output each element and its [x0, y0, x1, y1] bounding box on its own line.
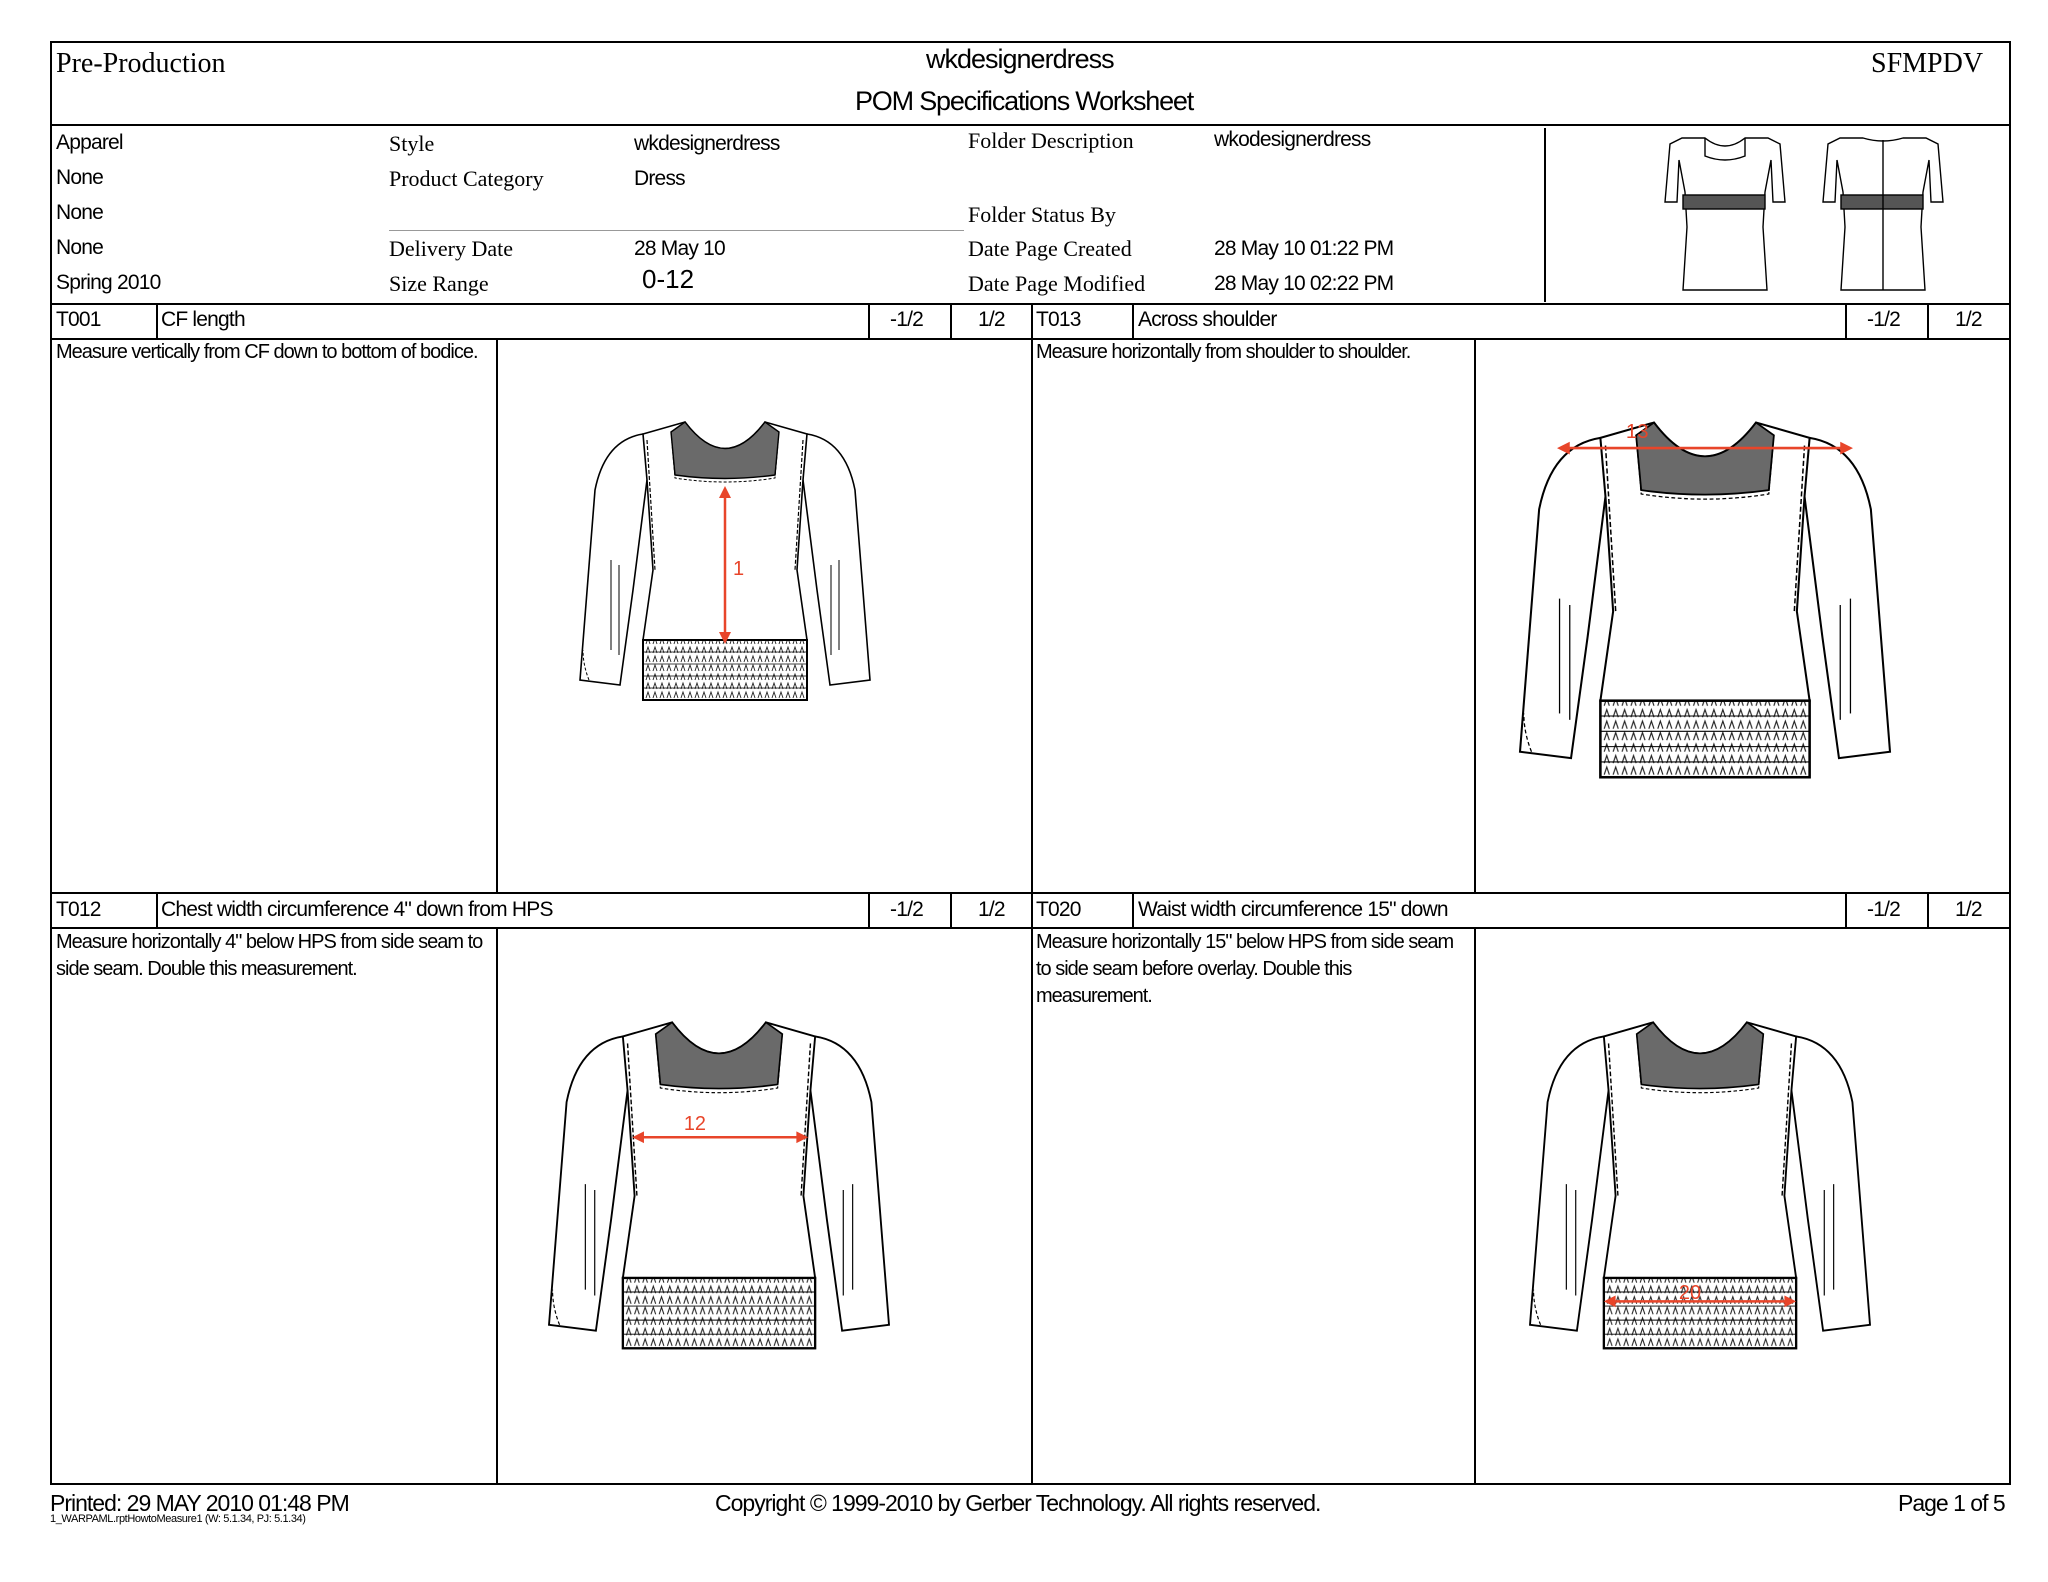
info-season: Spring 2010 — [56, 271, 161, 294]
arrow-right-icon — [1840, 442, 1853, 455]
info-field-4: None — [56, 236, 104, 259]
date-created-label: Date Page Created — [968, 236, 1132, 261]
folder-description-value: wkodesignerdress — [1214, 128, 1371, 151]
header-divider — [50, 124, 2011, 126]
col-sep — [1927, 892, 1929, 928]
pom-description-t013: Measure horizontally from shoulder to shoulder. — [1036, 341, 1411, 363]
pom-code-t013: T013 — [1036, 308, 1081, 331]
pom-tol-plus-t020: 1/2 — [1955, 898, 1982, 921]
col-sep — [1845, 303, 1847, 339]
col-sep — [1474, 338, 1476, 893]
pom-tol-minus-t001: -1/2 — [890, 308, 923, 331]
col-sep — [1927, 303, 1929, 339]
product-category-label: Product Category — [389, 166, 544, 191]
sketch-cf-length — [560, 420, 890, 710]
size-range-value: 0-12 — [642, 264, 695, 294]
pom-tol-minus-t012: -1/2 — [890, 898, 923, 921]
thumbnail-divider — [1544, 128, 1546, 302]
col-sep — [496, 927, 498, 1485]
pom-code-t012: T012 — [56, 898, 101, 921]
info-separator — [389, 230, 964, 231]
pom-tol-plus-t013: 1/2 — [1955, 308, 1982, 331]
date-modified-value: 28 May 10 02:22 PM — [1214, 272, 1394, 295]
col-sep — [868, 892, 870, 928]
col-sep — [496, 338, 498, 893]
delivery-date-label: Delivery Date — [389, 236, 513, 261]
measure-marker-t012: 12 — [683, 1113, 706, 1136]
col-sep — [1132, 892, 1134, 928]
date-created-value: 28 May 10 01:22 PM — [1214, 237, 1394, 260]
info-field-3: None — [56, 201, 104, 224]
col-sep — [1474, 927, 1476, 1485]
document-title: wkdesignerdress — [926, 44, 1114, 74]
col-sep — [950, 303, 952, 339]
copyright-notice: Copyright © 1999-2010 by Gerber Technology. All rights reserved. — [715, 1490, 1321, 1516]
sketch-across-shoulder — [1500, 420, 1910, 790]
pom-name-t012: Chest width circumference 4" down from HPS — [161, 898, 553, 921]
printed-timestamp: Printed: 29 MAY 2010 01:48 PM — [50, 1490, 349, 1516]
pom-name-t001: CF length — [161, 308, 245, 331]
sketch-chest-width — [534, 1020, 904, 1360]
arrow-left-icon — [1557, 442, 1570, 455]
col-sep — [868, 303, 870, 339]
pom-tol-minus-t013: -1/2 — [1867, 308, 1900, 331]
dress-thumbnail-sketch — [1655, 132, 1955, 294]
pom-tol-minus-t020: -1/2 — [1867, 898, 1900, 921]
size-range-label: Size Range — [389, 271, 489, 296]
pom-code-t020: T020 — [1036, 898, 1081, 921]
product-category-value: Dress — [634, 167, 685, 190]
col-sep — [1132, 303, 1134, 339]
document-subtitle: POM Specifications Worksheet — [855, 86, 1194, 116]
sketch-waist-width — [1515, 1020, 1885, 1360]
pom-name-t020: Waist width circumference 15" down — [1138, 898, 1448, 921]
pom-tol-plus-t001: 1/2 — [978, 308, 1005, 331]
measure-marker-t020: 20 — [1678, 1282, 1702, 1305]
style-value: wkdesignerdress — [634, 132, 780, 155]
info-field-2: None — [56, 166, 104, 189]
date-modified-label: Date Page Modified — [968, 271, 1146, 296]
pom-description-t012: Measure horizontally 4" below HPS from side seam to side seam. Double this measurement. — [56, 931, 483, 980]
report-name: 1_WARPAML.rptHowtoMeasure1 (W: 5.1.34, PJ: 5.1.34) — [50, 1513, 306, 1525]
delivery-date-value: 28 May 10 — [634, 237, 725, 260]
template-code: SFMPDV — [1871, 48, 1984, 79]
pom-code-t001: T001 — [56, 308, 101, 331]
col-sep — [1845, 892, 1847, 928]
page-number: Page 1 of 5 — [1898, 1490, 2005, 1516]
col-sep — [950, 892, 952, 928]
stage-label: Pre-Production — [56, 48, 226, 79]
style-label: Style — [389, 131, 435, 156]
pom-tol-plus-t012: 1/2 — [978, 898, 1005, 921]
measure-marker-t013: 13 — [1625, 420, 1649, 443]
folder-description-label: Folder Description — [968, 128, 1134, 153]
pom-name-t013: Across shoulder — [1138, 308, 1277, 331]
center-divider — [1031, 303, 1033, 1485]
info-division: Apparel — [56, 131, 123, 154]
folder-status-label: Folder Status By — [968, 202, 1116, 227]
pom-description-t001: Measure vertically from CF down to bottom of bodice. — [56, 341, 478, 363]
measure-marker-t001: 1 — [733, 558, 745, 580]
pom-row2-header-top — [50, 892, 2011, 894]
col-sep — [156, 892, 158, 928]
pom-description-t020: Measure horizontally 15" below HPS from side seam to side seam before overlay. Double this measurement. — [1036, 931, 1454, 1007]
col-sep — [156, 303, 158, 339]
